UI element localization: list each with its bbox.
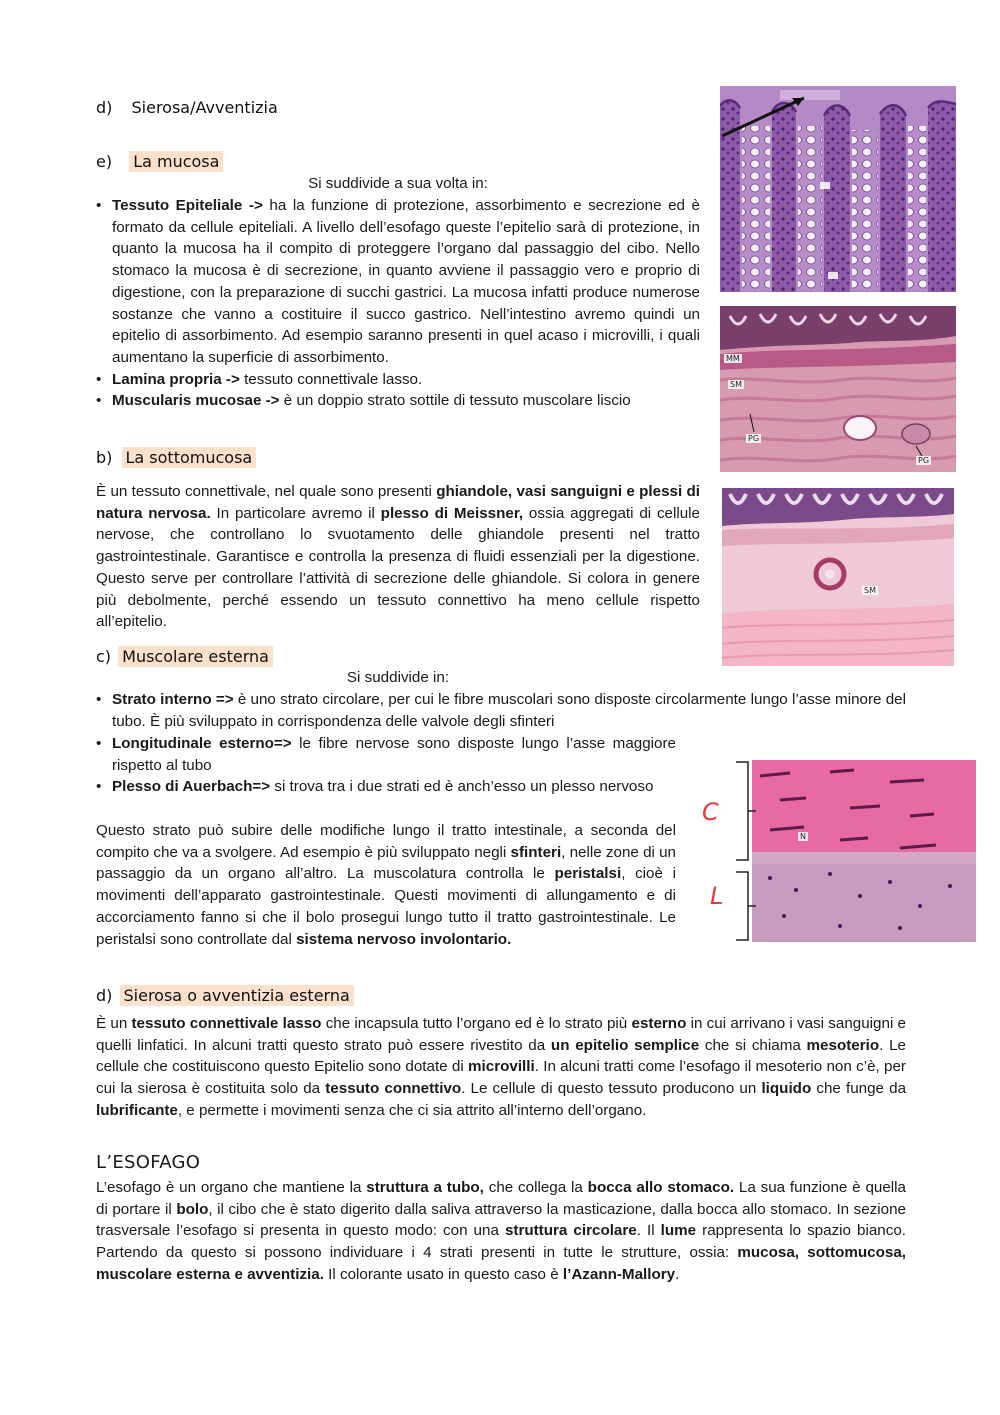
mucosa-illustration: [720, 86, 956, 292]
heading-letter: d): [96, 98, 113, 117]
heading-letter: e): [96, 152, 113, 171]
muscolare-list-first: [96, 689, 906, 732]
heading-title: Sierosa o avventizia esterna: [120, 985, 354, 1006]
label-sm: SM: [864, 586, 876, 595]
list-item: • Tessuto Epiteliale -> ha la funzione di protezione, assorbimento e secrezione ed è formato da cellule epiteliali. A livello dell’esofago queste l’epitelio sarà di protezione, in quanto la mucosa ha il compito di proteggere l’organo dal passaggio del cibo. Nello stomaco la mucosa è di secrezione, in quanto avviene il passaggio vero e proprio di digestione, con la preparazione di succhi gastrici. La mucosa infatti produce numerose sostanze che vanno a costituire il succo gastrico. Nell’intestino avremo quindi un epitelio di assorbimento. Ad esempio saranno presenti in quel acaso i microvilli, i quali aumentano la superficie di assorbimento.: [96, 195, 700, 369]
muscolare-list-rest: [96, 733, 676, 798]
heading-letter: c): [96, 647, 112, 666]
histology-image-mucosa: [720, 86, 956, 292]
mucosa-list: [96, 195, 700, 412]
heading-d-sierosa: [96, 98, 278, 117]
heading-b-sottomucosa: [96, 448, 256, 467]
annotation-c: C: [702, 798, 719, 826]
label-pg: PG: [918, 456, 930, 465]
section-title-esofago: L’ESOFAGO: [96, 1152, 201, 1173]
heading-title: La mucosa: [129, 151, 223, 172]
histology-image-lamina: [720, 306, 956, 472]
heading-letter: d): [96, 986, 113, 1005]
heading-c-muscolare: [96, 647, 273, 666]
annotation-l: L: [710, 882, 724, 910]
esofago-paragraph: L’esofago è un organo che mantiene la struttura a tubo, che collega la bocca allo stomaco. La sua funzione è quella di portare il bolo, il cibo che è stato digerito dalla saliva attraverso la masticazione, dalla bocca allo stomaco. In sezione trasversale l’esofago si presenta in questo modo: con una struttura circolare. Il lume rappresenta lo spazio bianco. Partendo da questo si possono individuare i 4 strati presenti in tutte le strutture, ossia: mucosa, sottomucosa, muscolare esterna e avventizia. Il colorante usato in questo caso è l’Azann-Mallory.: [96, 1179, 906, 1283]
muscolare-illustration: [700, 756, 978, 946]
heading-title: Muscolare esterna: [118, 646, 273, 667]
heading-e-mucosa: [96, 152, 223, 171]
list-item: • Strato interno => è uno strato circolare, per cui le fibre muscolari sono disposte circolarmente lungo l’asse minore del tubo. È più sviluppato in corrispondenza delle valvole degli sfinteri: [96, 689, 906, 732]
label-pg: PG: [748, 434, 760, 443]
muscolare-paragraph: Questo strato può subire delle modifiche lungo il tratto intestinale, a seconda del compito che va a svolgere. Ad esempio è più sviluppato negli sfinteri, nelle zone di un passaggio da un organo all’altro. La muscolatura controlla le peristalsi, cioè i movimenti dell’apparato gastrointestinale. Questi movimenti di allungamento e di accorciamento fanno si che il bolo prosegui lungo tutto il tratto gastrointestinale. Le peristalsi sono controllate dal sistema nervoso involontario.: [96, 822, 677, 948]
sierosa-paragraph: È un tessuto connettivale lasso che incapsula tutto l’organo ed è lo strato più esterno in cui arrivano i vasi sanguigni e quelli linfatici. In alcuni tratti questo strato può essere rivestito da un epitelio semplice che si chiama mesoterio. Le cellule che costituiscono questo Epitelio sono dotate di microvilli. In alcuni tratti come l’esofago il mesoterio non c’è, per cui la sierosa è costituita solo da tessuto connettivo. Le cellule di questo tessuto producono un liquido che funge da lubrificante, e permette i movimenti senza che ci sia attrito all’interno dell’organo.: [96, 1015, 907, 1119]
sottomucosa-paragraph: È un tessuto connettivale, nel quale sono presenti ghiandole, vasi sanguigni e plessi di natura nervosa. In particolare avremo il plesso di Meissner, ossia aggregati di cellule nervose, che controllano lo svuotamento delle ghiandole presenti nel tratto gastrointestinale. Garantisce e controlla la presenza di fluidi essenziali per la digestione. Questo serve per controllare l’attività di secrezione delle ghiandole. Si colora in genere più debolmente, perché essendo un tessuto connettivo ha meno cellule rispetto all’epitelio.: [96, 483, 701, 631]
label-sm: SM: [730, 380, 742, 389]
heading-title: Sierosa/Avventizia: [131, 98, 278, 117]
mucosa-intro: Si suddivide a sua volta in:: [308, 175, 488, 192]
muscolare-intro: Si suddivide in:: [346, 669, 450, 686]
heading-letter: b): [96, 448, 113, 467]
list-item: • Lamina propria -> tessuto connettivale lasso.: [96, 369, 700, 391]
list-item: • Plesso di Auerbach=> si trova tra i due strati ed è anch’esso un plesso nervoso: [96, 776, 676, 798]
sottomucosa-illustration: [722, 488, 954, 666]
list-item: • Muscularis mucosae -> è un doppio strato sottile di tessuto muscolare liscio: [96, 390, 700, 412]
histology-image-sottomucosa: [722, 488, 954, 666]
heading-title: La sottomucosa: [122, 447, 257, 468]
heading-d-sierosa-esterna: [96, 986, 354, 1005]
list-item: • Longitudinale esterno=> le fibre nervose sono disposte lungo l’asse maggiore rispetto al tubo: [96, 733, 676, 776]
label-n: N: [800, 832, 806, 841]
lamina-illustration: [720, 306, 956, 472]
label-mm: MM: [726, 354, 740, 363]
histology-image-muscolare: [700, 756, 978, 946]
